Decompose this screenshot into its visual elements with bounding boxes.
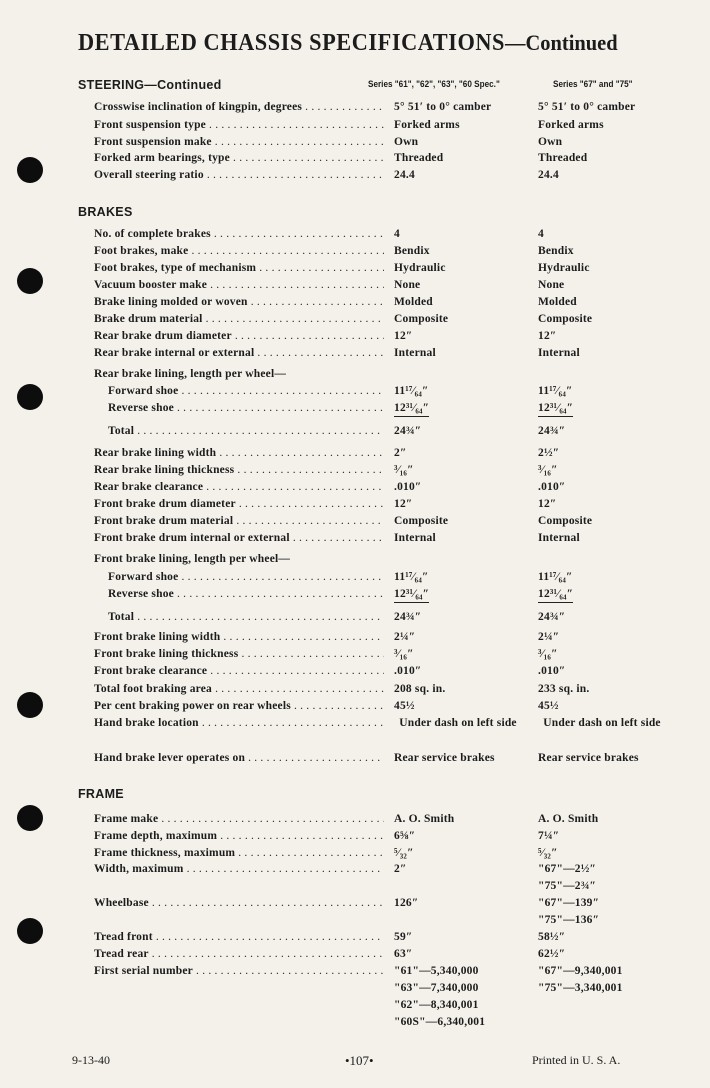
footer-printed: Printed in U. S. A. [532,1053,621,1067]
binder-hole [17,384,43,410]
spec-page: DETAILED CHASSIS SPECIFICATIONS—Continued STEERING—Continued Series "61", "62", "63", "60 Spec." Series "67" and "75" Crosswise inclination of kingpin, degrees . . . 5° 51′ to 0° camber 5° 51′ to 0° camber Front suspension type . . . Forked arms Forked arms Front suspension make . . . Own Own Forked arm bearings, type . . . Threaded Threaded Overall steering ratio . . . 24.4 24.4 BRAKES No. of complete brakes . . . 4 4 Foot brakes, make . . . Bendix Bendix Foot brakes, type of mechanism . . . Hydraulic Hydraulic Vacuum booster make . . . None None Brake lining molded or woven . . . Molded Molded Brake drum material . . . Composite Composite Rear brake drum diameter . . . 12″ 12″ Rear brake internal or external . . . Internal Internal Rear brake lining, length per wheel— Forward shoe . . . 11¹⁷⁄₆₄″ 11¹⁷⁄₆₄″ Reverse shoe . . . 12³¹⁄₆₄″ 12³¹⁄₆₄″ Total . . . 24¾″ 24¾″ Rear brake lining width . . . 2″ 2½″ Rear brake lining thickness . . . ³⁄₁₆″ ³⁄₁₆″ Rear brake clearance . . . .010″ .010″ Front brake drum diameter . . . 12″ 12″ Front brake drum material . . . Composite Composite Front brake drum internal or external . . . Internal Internal Front brake lining, length per wheel— Forward shoe . . . 11¹⁷⁄₆₄″ 11¹⁷⁄₆₄″ Reverse shoe . . . 12³¹⁄₆₄″ 12³¹⁄₆₄″ Total . . . 24¾″ 24¾″ Front brake lining width . . . 2¼″ 2¼″ Front brake lining thickness . . . ³⁄₁₆″ ³⁄₁₆″ Front brake clearance . . . .010″ .010″ Total foot braking area . . . 208 sq. in. 233 sq. in. Per cent braking power on rear wheels . . . 45½ 45½ Hand brake location . . . Under dash on left side Under dash on left side Hand brake lever operates on . . . Rear service brakes Rear service brakes FRAME Frame make . . . A. O. Smith A. O. Smith Frame depth, maximum . . . 6⅝″ 7¼″ Frame thickness, maximum . . . ⁵⁄₃₂″ ⁵⁄₃₂″ Width, maximum . . . 2″ "67"—2½″ "75"—2¾″ Wheelbase . . . 126″ "67"—139″ "75"—136″ Tread front . . . 59″ 58½″ Tread rear . . . 63″ 62½″ First serial number . . . "61"—5,340,000 "67"—9,340,001 "63"—7,340,000 "75"—3,340,001 "62"—8,340,001 "60S"—6,340,001 9-13-40 •107• Printed in U. S. A. [0,0,710,1088]
binder-hole [17,918,43,944]
binder-hole [17,692,43,718]
binder-hole [17,157,43,183]
brakes-heading: BRAKES [78,205,133,219]
page-title: DETAILED CHASSIS SPECIFICATIONS—Continued [78,30,618,56]
page-number: •107• [345,1053,374,1068]
binder-hole [17,268,43,294]
column-header-series-67: Series "67" and "75" [553,79,633,90]
frame-heading: FRAME [78,787,124,801]
column-header-series-61: Series "61", "62", "63", "60 Spec." [368,79,500,90]
steering-heading: STEERING—Continued [78,78,222,92]
binder-hole [17,805,43,831]
footer-date: 9-13-40 [72,1053,110,1067]
